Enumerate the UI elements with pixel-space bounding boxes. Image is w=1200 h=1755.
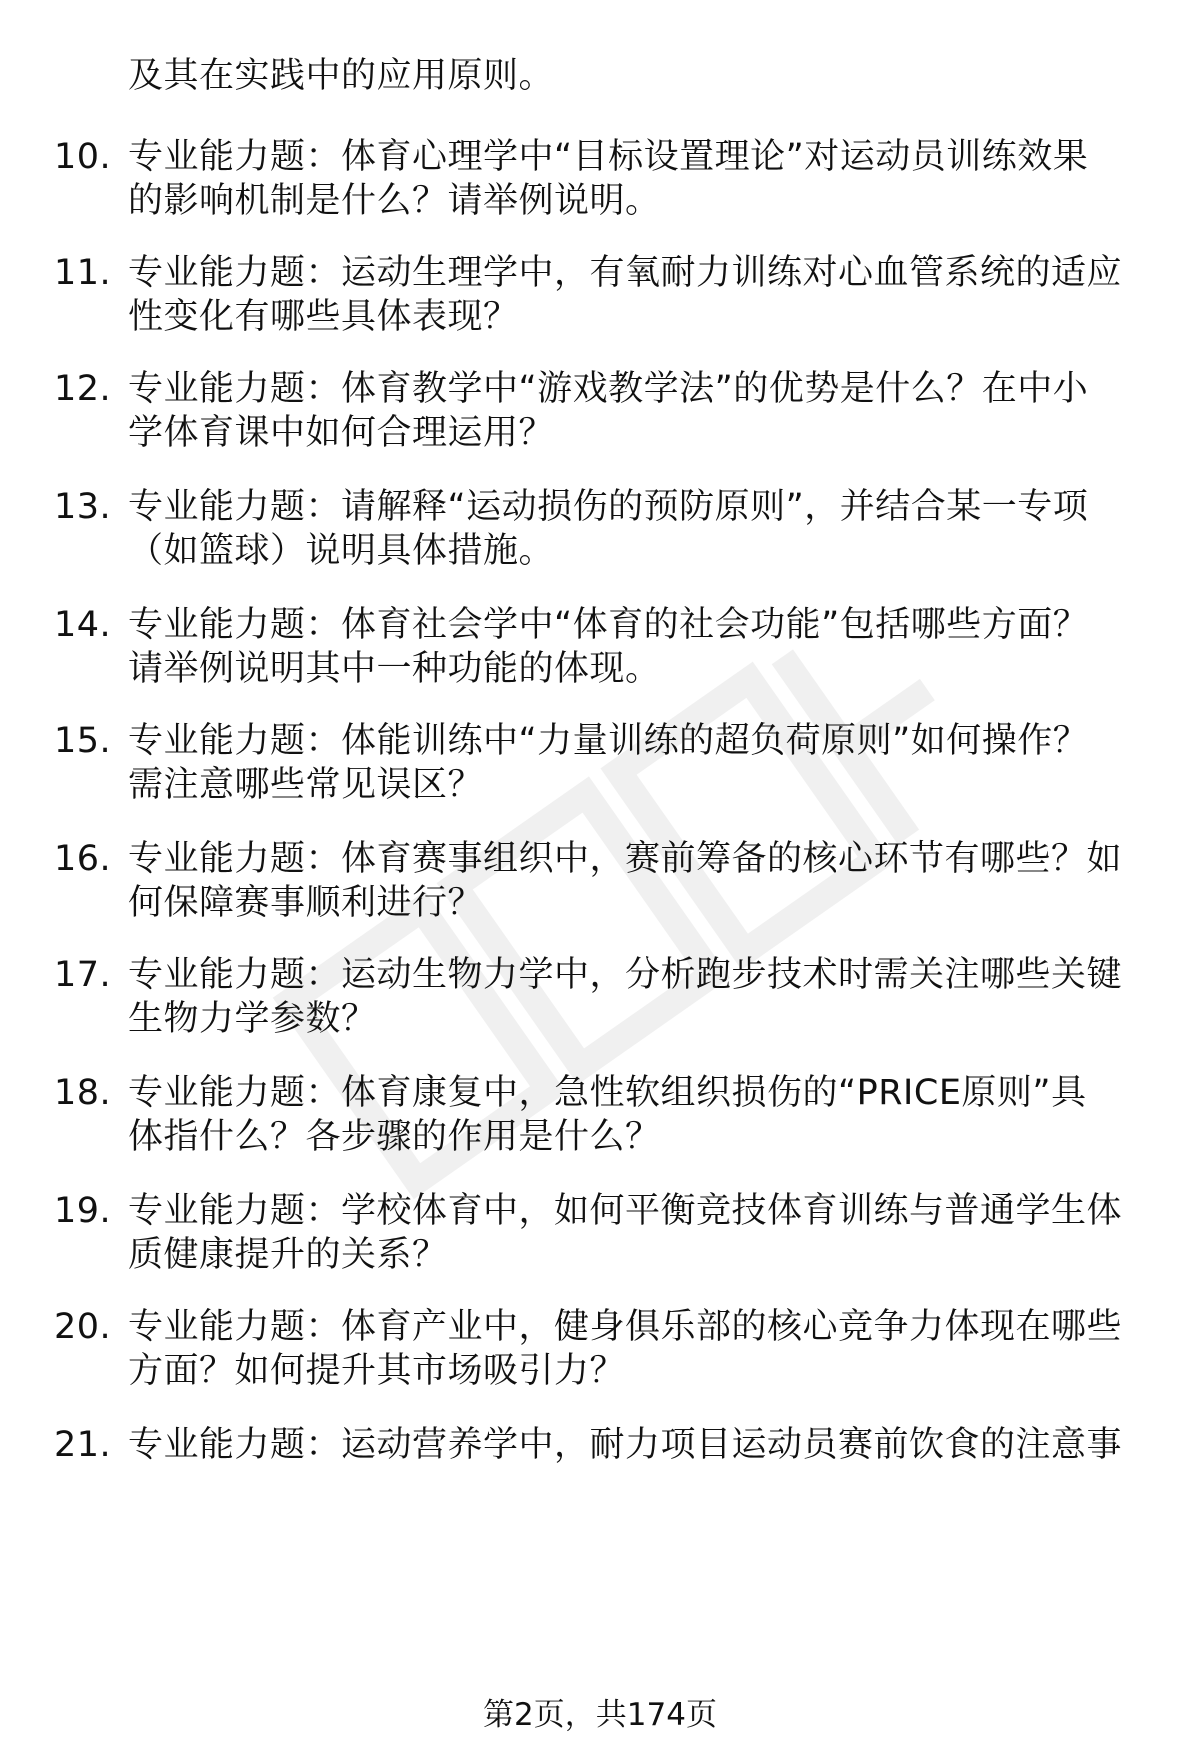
item-number: 21.: [54, 1425, 112, 1465]
item-number: 19.: [54, 1191, 112, 1231]
item-text-line: 专业能力题：运动生物力学中，分析跑步技术时需关注哪些关键: [128, 955, 1123, 995]
page-number-footer: 第2页，共174页: [483, 1697, 717, 1733]
item-text-line: 质健康提升的关系？: [128, 1235, 448, 1275]
item-number: 15.: [54, 721, 112, 761]
item-number: 20.: [54, 1307, 112, 1347]
item-text-line: （如篮球）说明具体措施。: [128, 531, 555, 571]
item-text-line: 方面？如何提升其市场吸引力？: [128, 1351, 626, 1391]
item-text-line: 需注意哪些常见误区？: [128, 765, 484, 805]
item-text-line: 专业能力题：体能训练中“力量训练的超负荷原则”如何操作？: [128, 721, 1089, 761]
item-text-line: 专业能力题：体育产业中，健身俱乐部的核心竞争力体现在哪些: [128, 1307, 1123, 1347]
item-number: 17.: [54, 955, 112, 995]
item-text-line: 专业能力题：体育教学中“游戏教学法”的优势是什么？在中小: [128, 369, 1089, 409]
continuation-text: 及其在实践中的应用原则。: [128, 56, 555, 96]
item-number: 13.: [54, 487, 112, 527]
item-text-line: 专业能力题：体育康复中，急性软组织损伤的“PRICE原则”具: [128, 1073, 1087, 1113]
item-text-line: 专业能力题：体育心理学中“目标设置理论”对运动员训练效果: [128, 137, 1089, 177]
item-text-line: 专业能力题：体育社会学中“体育的社会功能”包括哪些方面？: [128, 605, 1089, 645]
item-text-line: 专业能力题：学校体育中，如何平衡竞技体育训练与普通学生体: [128, 1191, 1123, 1231]
item-text-line: 专业能力题：体育赛事组织中，赛前筹备的核心环节有哪些？如: [128, 839, 1123, 879]
item-number: 10.: [54, 137, 112, 177]
item-text-line: 专业能力题：运动生理学中，有氧耐力训练对心血管系统的适应: [128, 253, 1123, 293]
item-text-line: 性变化有哪些具体表现？: [128, 297, 519, 337]
item-number: 12.: [54, 369, 112, 409]
item-number: 18.: [54, 1073, 112, 1113]
item-text-line: 请举例说明其中一种功能的体现。: [128, 649, 661, 689]
item-text-line: 专业能力题：请解释“运动损伤的预防原则”，并结合某一专项: [128, 487, 1089, 527]
item-text-line: 专业能力题：运动营养学中，耐力项目运动员赛前饮食的注意事: [128, 1425, 1123, 1465]
item-text-line: 的影响机制是什么？请举例说明。: [128, 181, 661, 221]
item-number: 14.: [54, 605, 112, 645]
item-text-line: 体指什么？各步骤的作用是什么？: [128, 1117, 661, 1157]
item-number: 11.: [54, 253, 112, 293]
item-text-line: 学体育课中如何合理运用？: [128, 413, 555, 453]
item-text-line: 何保障赛事顺利进行？: [128, 883, 484, 923]
item-number: 16.: [54, 839, 112, 879]
item-text-line: 生物力学参数？: [128, 999, 377, 1039]
